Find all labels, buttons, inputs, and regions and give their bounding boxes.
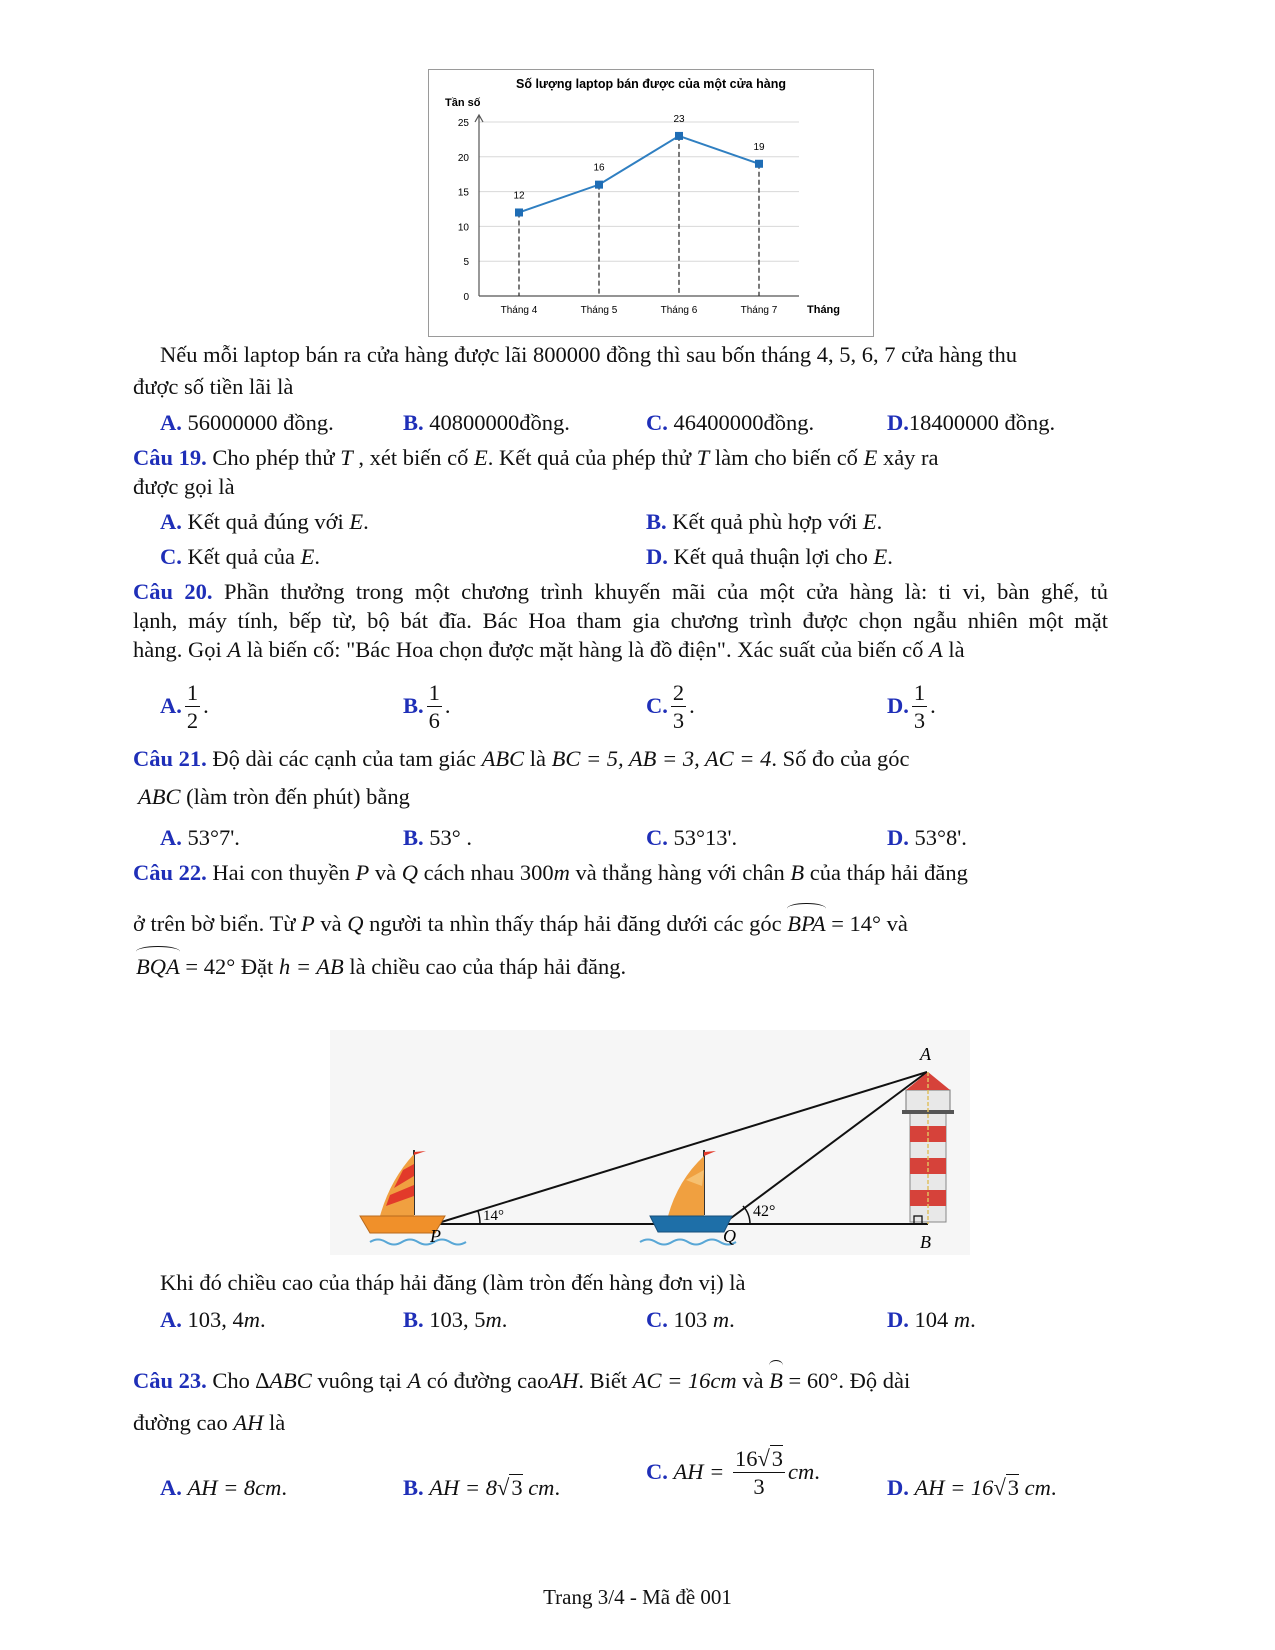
chart-point [515, 208, 523, 216]
chart-data-label: 23 [673, 113, 685, 125]
angle-label-p: 14° [483, 1208, 504, 1224]
q18-option-a[interactable]: A. 56000000 đồng. [160, 410, 334, 435]
chart-ylabel: Tần số [445, 97, 481, 109]
chart-xtick-label: Tháng 5 [580, 305, 618, 316]
q23-option-c[interactable]: C. AH = $\frac{16√3}{3}$ cm. [646, 1446, 820, 1500]
q23-option-b[interactable]: B. AH = 8√3 cm. [403, 1475, 561, 1500]
chart-xtick-label: Tháng 6 [660, 305, 698, 316]
q20-stem-line3: hàng. Gọi A là biến cố: "Bác Hoa chọn được mặt hàng là đồ điện". Xác suất của biến cố A là [133, 637, 965, 662]
q20-stem-line1: Câu 20. Phần thưởng trong một chương trình khuyến mãi của một cửa hàng là: ti vi, bàn ghế, tủ [133, 579, 1108, 604]
q21-stem-line2: ABC (làm tròn đến phút) bằng [138, 784, 410, 809]
chart-xtick-label: Tháng 4 [500, 305, 538, 316]
q20-option-a[interactable]: A. $\frac{1}{2}$ . [160, 680, 209, 734]
q22-option-d[interactable]: D. 104 m. [887, 1307, 976, 1332]
q21-option-c[interactable]: C. 53°13'. [646, 825, 738, 850]
q23-option-a[interactable]: A. AH = 8cm. [160, 1475, 288, 1500]
q18-stem-line2: được số tiền lãi là [133, 374, 294, 399]
q23-option-d[interactable]: D. AH = 16√3 cm. [887, 1475, 1057, 1500]
q22-option-c[interactable]: C. 103 m. [646, 1307, 735, 1332]
q22-stem-line4: Khi đó chiều cao của tháp hải đăng (làm tròn đến hàng đơn vị) là [160, 1270, 746, 1295]
chart-series-line [519, 136, 759, 213]
chart-data-label: 16 [593, 162, 605, 174]
point-label-b: B [920, 1232, 931, 1252]
chart-point [675, 132, 683, 140]
q19-option-d[interactable]: D. Kết quả thuận lợi cho E. [646, 544, 893, 569]
q21-option-b[interactable]: B. 53° . [403, 825, 473, 850]
q20-option-b[interactable]: B. $\frac{1}{6}$ . [403, 680, 451, 734]
q22-stem-line1: Câu 22. Hai con thuyền P và Q cách nhau 300m và thẳng hàng với chân B của tháp hải đăng [133, 860, 968, 885]
point-label-p: P [430, 1226, 441, 1246]
line-chart [428, 69, 874, 337]
chart-point [755, 160, 763, 168]
q22-stem-line2: ở trên bờ biển. Từ P và Q người ta nhìn thấy tháp hải đăng dưới các góc BPA = 14° và [133, 909, 908, 939]
chart-data-label: 12 [513, 190, 525, 202]
chart-ytick-label: 0 [463, 292, 469, 303]
chart-title: Số lượng laptop bán được của một cửa hàng [516, 77, 786, 91]
chart-ytick-label: 25 [457, 118, 469, 129]
q20-option-c[interactable]: C. $\frac{2}{3}$ . [646, 680, 695, 734]
q19-option-a[interactable]: A. Kết quả đúng với E. [160, 509, 369, 534]
q19-stem-line1: Câu 19. Cho phép thử T , xét biến cố E. Kết quả của phép thử T làm cho biến cố E xảy ra [133, 445, 939, 470]
q21-stem-line1: Câu 21. Độ dài các cạnh của tam giác ABC là BC = 5, AB = 3, AC = 4. Số đo của góc [133, 746, 910, 771]
q20-option-d[interactable]: D. $\frac{1}{3}$ . [887, 680, 936, 734]
chart-ytick-label: 5 [463, 257, 469, 269]
chart-point [595, 181, 603, 189]
lighthouse [902, 1072, 954, 1224]
chart-ytick-label: 10 [457, 222, 469, 234]
angle-label-q: 42° [753, 1203, 776, 1220]
chart-xlabel: Tháng [807, 304, 840, 316]
q20-stem-line2: lạnh, máy tính, bếp từ, bộ bát đĩa. Bác Hoa tham gia chương trình được chọn ngẫu nhiên một mặt [133, 608, 1108, 633]
point-label-a: A [920, 1044, 931, 1064]
q18-option-b[interactable]: B. 40800000đồng. [403, 410, 570, 435]
q22-option-a[interactable]: A. 103, 4m. [160, 1307, 266, 1332]
q18-option-d[interactable]: D.18400000 đồng. [887, 410, 1056, 435]
line-chart-svg [429, 70, 873, 336]
chart-ytick-label: 20 [457, 152, 469, 164]
q18-option-c[interactable]: C. 46400000đồng. [646, 410, 815, 435]
lighthouse-figure [330, 1030, 970, 1255]
page-footer: Trang 3/4 - Mã đề 001 [543, 1585, 732, 1609]
chart-xtick-label: Tháng 7 [740, 305, 778, 316]
q22-option-b[interactable]: B. 103, 5m. [403, 1307, 508, 1332]
q19-option-c[interactable]: C. Kết quả của E. [160, 544, 320, 569]
q23-stem-line1: Câu 23. Cho ∆ABC vuông tại A có đường caoAH. Biết AC = 16cm và B = 60°. Độ dài [133, 1366, 910, 1396]
q18-stem-line1: Nếu mỗi laptop bán ra cửa hàng được lãi 800000 đồng thì sau bốn tháng 4, 5, 6, 7 cửa hàng thu [160, 342, 1018, 367]
q21-option-a[interactable]: A. 53°7'. [160, 825, 240, 850]
q19-option-b[interactable]: B. Kết quả phù hợp với E. [646, 509, 883, 534]
chart-data-label: 19 [753, 141, 765, 153]
q23-stem-line2: đường cao AH là [133, 1410, 286, 1435]
q21-option-d[interactable]: D. 53°8'. [887, 825, 967, 850]
point-label-q: Q [723, 1226, 736, 1246]
q19-stem-line2: được gọi là [133, 474, 235, 499]
chart-ytick-label: 15 [457, 187, 469, 199]
q22-stem-line3: BQA = 42° Đặt h = AB là chiều cao của tháp hải đăng. [136, 952, 626, 982]
